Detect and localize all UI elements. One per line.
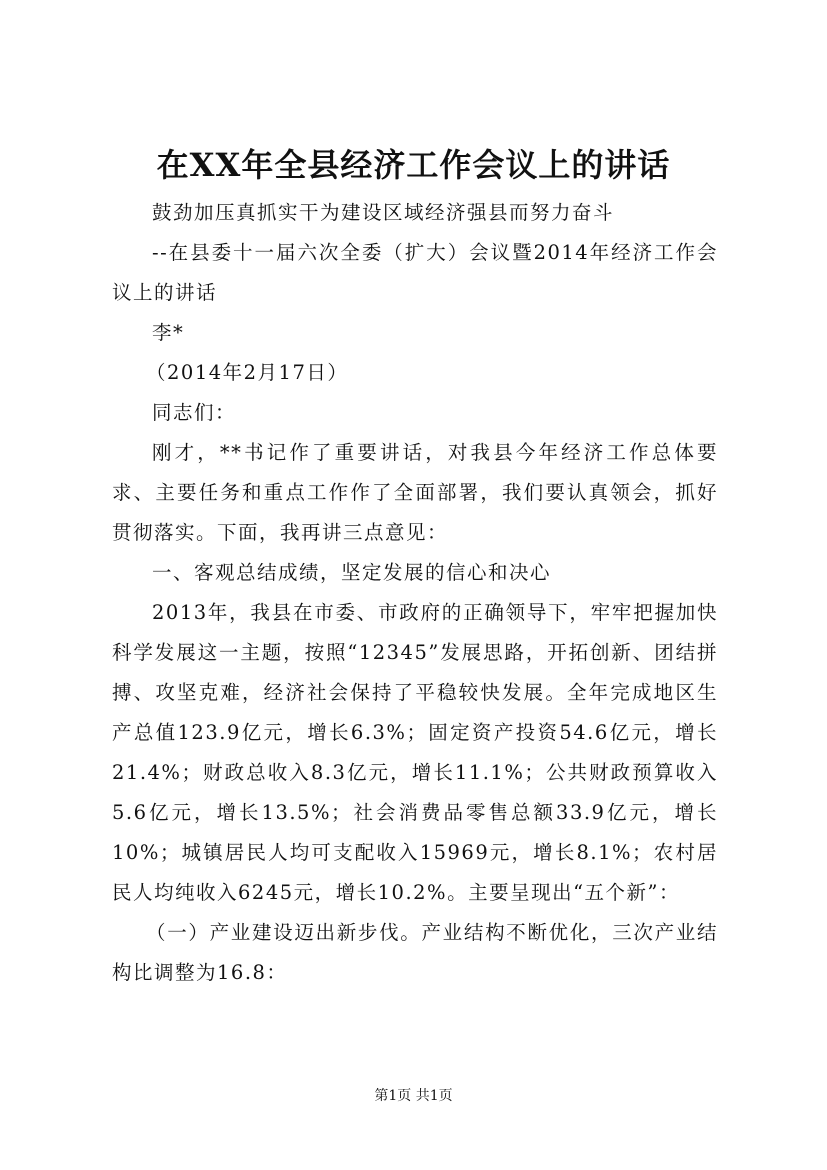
subtitle-occasion: --在县委十一届六次全委（扩大）会议暨2014年经济工作会议上的讲话 xyxy=(112,241,718,304)
speaker-name: 李* xyxy=(152,321,185,344)
page-footer: 第1页 共1页 xyxy=(374,1088,453,1104)
intro-paragraph: 刚才，**书记作了重要讲话，对我县今年经济工作总体要求、主要任务和重点工作作了全面部署，我们要认真领会，抓好贯彻落实。下面，我再讲三点意见： xyxy=(112,441,718,544)
subsection-paragraph: （一）产业建设迈出新步伐。产业结构不断优化，三次产业结构比调整为16.8： xyxy=(112,921,718,984)
greeting: 同志们： xyxy=(152,401,237,424)
document-title: 在XX年全县经济工作会议上的讲话 xyxy=(156,146,671,184)
section-heading: 一、客观总结成绩，坚定发展的信心和决心 xyxy=(152,561,552,584)
subtitle: 鼓劲加压真抓实干为建设区域经济强县而努力奋斗 xyxy=(152,201,615,224)
document-body xyxy=(112,193,718,993)
body-paragraph: 2013年，我县在市委、市政府的正确领导下，牢牢把握加快科学发展这一主题，按照“12345”发展思路，开拓创新、团结拼搏、攻坚克难，经济社会保持了平稳较快发展。全年完成地区生产总值123.9亿元，增长6.3%；固定资产投资54.6亿元，增长21.4%；财政总收入8.3亿元，增长11.1%；公共财政预算收入5.6亿元，增长13.5%；社会消费品零售总额33.9亿元，增长10%；城镇居民人均可支配收入15969元，增长8.1%；农村居民人均纯收入6245元，增长10.2%。主要呈现出“五个新”： xyxy=(112,601,718,904)
speech-date: （2014年2月17日） xyxy=(146,361,349,384)
